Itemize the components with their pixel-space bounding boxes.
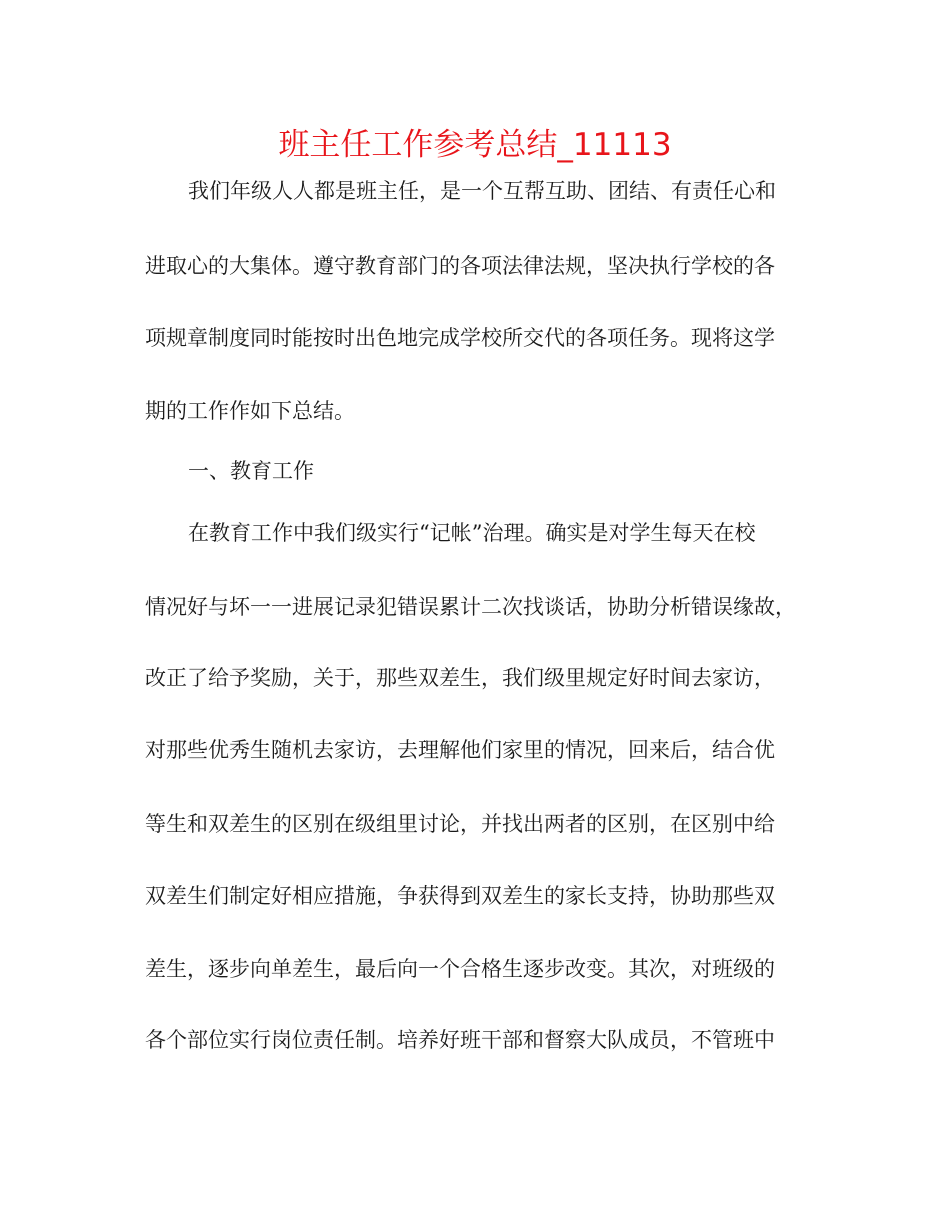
paragraph-line: 差生，逐步向单差生，最后向一个合格生逐步改变。其次，对班级的	[145, 957, 775, 981]
paragraph-line: 情况好与坏一一进展记录犯错误累计二次找谈话，协助分析错误缘故，	[145, 595, 796, 619]
paragraph-line: 进取心的大集体。遵守教育部门的各项法律法规，坚决执行学校的各	[145, 254, 775, 278]
document-title: 班主任工作参考总结_11113	[278, 127, 672, 163]
section-heading: 一、教育工作	[188, 459, 314, 483]
paragraph-line: 在教育工作中我们级实行“记帐”治理。确实是对学生每天在校	[188, 521, 756, 545]
paragraph-line: 项规章制度同时能按时出色地完成学校所交代的各项任务。现将这学	[145, 326, 775, 350]
paragraph-line: 期的工作作如下总结。	[145, 399, 355, 423]
paragraph-line: 我们年级人人都是班主任，是一个互帮互助、团结、有责任心和	[188, 179, 776, 203]
paragraph-line: 等生和双差生的区别在级组里讨论，并找出两者的区别，在区别中给	[145, 812, 775, 836]
paragraph-line: 改正了给予奖励，关于，那些双差生，我们级里规定好时间去家访，	[145, 666, 775, 690]
paragraph-line: 对那些优秀生随机去家访，去理解他们家里的情况，回来后，结合优	[145, 738, 775, 762]
paragraph-line: 各个部位实行岗位责任制。培养好班干部和督察大队成员，不管班中	[145, 1028, 775, 1052]
paragraph-line: 双差生们制定好相应措施，争获得到双差生的家长支持，协助那些双	[145, 884, 775, 908]
